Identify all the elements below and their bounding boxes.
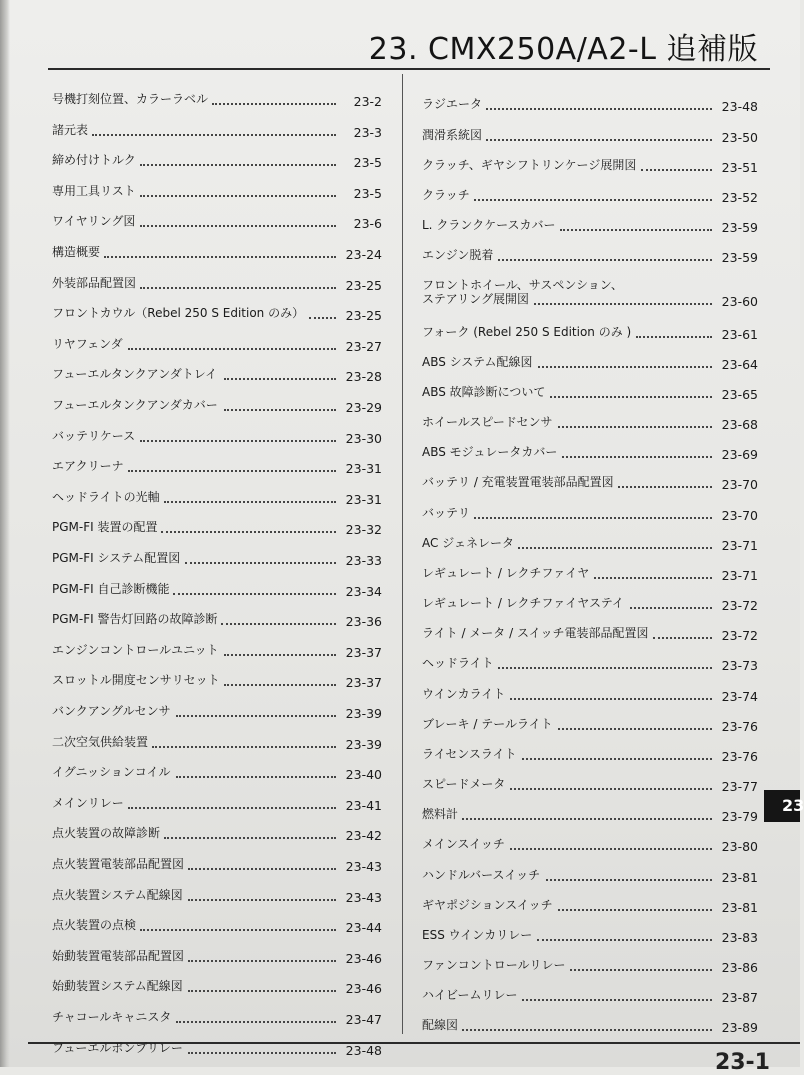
toc-entry-label-continued: ステアリング展開図 xyxy=(422,292,530,306)
leader-dots xyxy=(474,517,712,519)
toc-entry-page: 23-79 xyxy=(721,809,758,824)
toc-entry[interactable] xyxy=(52,276,382,293)
toc-entry-page: 23-89 xyxy=(721,1020,758,1035)
toc-entry-page: 23-6 xyxy=(353,216,382,231)
toc-entry[interactable] xyxy=(422,97,758,114)
toc-entry-label: ファンコントロールリレー xyxy=(422,958,566,972)
toc-entry-page: 23-43 xyxy=(345,859,382,874)
toc-entry-label: エンジンコントロールユニット xyxy=(52,643,219,657)
toc-entry[interactable] xyxy=(52,337,382,354)
toc-entry-page: 23-34 xyxy=(345,584,382,599)
toc-entry[interactable] xyxy=(52,888,382,905)
toc-entry[interactable] xyxy=(52,153,382,170)
leader-dots xyxy=(152,746,336,748)
toc-entry[interactable] xyxy=(52,367,382,384)
leader-dots xyxy=(558,426,712,428)
toc-entry-page: 23-25 xyxy=(345,308,382,323)
toc-entry[interactable] xyxy=(52,612,382,629)
toc-entry-page: 23-52 xyxy=(721,189,758,205)
column-divider xyxy=(402,74,403,1034)
toc-entry[interactable] xyxy=(52,429,382,446)
toc-entry-label: 始動装置電装部品配置図 xyxy=(52,949,185,963)
toc-entry[interactable] xyxy=(52,520,382,537)
leader-dots xyxy=(653,637,712,639)
toc-entry-label: スロットル開度センサリセット xyxy=(52,673,220,687)
toc-entry-page: 23-87 xyxy=(721,990,758,1005)
toc-entry-page: 23-59 xyxy=(721,220,758,235)
toc-entry[interactable] xyxy=(52,857,382,874)
toc-entry[interactable] xyxy=(52,582,382,599)
toc-entry-page: 23-5 xyxy=(353,186,382,201)
toc-entry-label: PGM-FI 装置の配置 xyxy=(52,520,158,534)
toc-entry-page: 23-42 xyxy=(345,828,382,843)
leader-dots xyxy=(562,456,712,458)
toc-entry-label: フューエルタンクアンダトレイ xyxy=(52,367,218,381)
leader-dots xyxy=(538,366,712,368)
toc-entry-page: 23-40 xyxy=(345,767,382,782)
toc-entry-label: PGM-FI 警告灯回路の故障診断 xyxy=(52,612,218,626)
toc-entry-page: 23-46 xyxy=(345,981,382,996)
toc-entry-label: ABS モジュレータカバー xyxy=(422,445,558,459)
toc-entry-page: 23-31 xyxy=(345,492,382,507)
leader-dots xyxy=(486,139,712,141)
toc-entry[interactable] xyxy=(52,551,382,568)
toc-entry[interactable] xyxy=(422,626,758,643)
toc-entry-label: リヤフェンダ xyxy=(52,337,123,351)
section-tab[interactable]: 23 xyxy=(764,790,800,822)
toc-entry-page: 23-73 xyxy=(721,658,758,673)
toc-entry-label: フォーク (Rebel 250 S Edition のみ ) xyxy=(422,324,632,339)
toc-entry-page: 23-70 xyxy=(721,507,758,523)
toc-entry[interactable] xyxy=(422,127,758,145)
leader-dots xyxy=(636,336,712,338)
leader-dots xyxy=(462,1029,712,1031)
toc-entry-page: 23-68 xyxy=(721,417,758,432)
toc-entry-page: 23-80 xyxy=(721,839,758,854)
leader-dots xyxy=(522,999,712,1001)
toc-entry[interactable] xyxy=(52,643,382,660)
toc-entry-label: ABS システム配線図 xyxy=(422,354,533,369)
leader-dots xyxy=(641,169,712,171)
toc-entry-label: ヘッドライトの光軸 xyxy=(52,490,160,504)
toc-entry[interactable] xyxy=(52,92,382,109)
toc-entry-label: 点火装置システム配線図 xyxy=(52,888,183,902)
toc-entry-page: 23-43 xyxy=(345,890,382,905)
page-number: 23-1 xyxy=(714,1050,770,1075)
leader-dots xyxy=(104,256,336,258)
leader-dots xyxy=(140,929,336,931)
toc-entry[interactable] xyxy=(52,826,382,843)
toc-entry-page: 23-27 xyxy=(345,339,382,354)
toc-entry-page: 23-2 xyxy=(353,94,382,109)
toc-entry[interactable] xyxy=(422,354,758,372)
toc-entry-page: 23-64 xyxy=(721,356,758,372)
page-title: 23. CMX250A/A2-L 追補版 xyxy=(368,32,758,67)
leader-dots xyxy=(140,287,336,289)
toc-entry-page: 23-48 xyxy=(345,1043,382,1058)
leader-dots xyxy=(309,317,336,319)
toc-entry-label: 締め付けトルク xyxy=(52,153,136,167)
toc-entry-page: 23-44 xyxy=(345,920,382,935)
toc-entry[interactable] xyxy=(422,535,758,553)
leader-dots xyxy=(510,848,712,850)
toc-entry-page: 23-72 xyxy=(721,598,758,613)
toc-entry[interactable] xyxy=(422,867,758,885)
toc-entry[interactable] xyxy=(422,324,758,342)
toc-entry[interactable] xyxy=(422,415,758,432)
toc-entry-page: 23-60 xyxy=(721,294,758,309)
leader-dots xyxy=(185,562,336,564)
toc-entry-label: エンジン脱着 xyxy=(422,248,494,262)
toc-entry-label: メインリレー xyxy=(52,796,124,810)
toc-entry-label: 二次空気供給装置 xyxy=(52,735,149,749)
toc-entry-label: フロントホイール、サスペンション、 xyxy=(422,278,623,292)
toc-entry[interactable] xyxy=(422,656,758,673)
leader-dots xyxy=(161,531,336,533)
toc-entry-label: ホイールスピードセンサ xyxy=(422,415,553,429)
toc-entry-label: ウインカライト xyxy=(422,686,506,701)
leader-dots xyxy=(176,715,336,717)
toc-entry-page: 23-83 xyxy=(721,929,758,945)
toc-entry-page: 23-25 xyxy=(345,278,382,293)
toc-entry-page: 23-51 xyxy=(721,159,758,175)
toc-entry-label: 始動装置システム配線図 xyxy=(52,979,183,993)
toc-entry-page: 23-39 xyxy=(345,737,382,752)
leader-dots xyxy=(188,990,336,992)
toc-entry-label: チャコールキャニスタ xyxy=(52,1010,172,1024)
header-rule xyxy=(48,68,770,70)
toc-entry-page: 23-71 xyxy=(721,537,758,553)
toc-entry[interactable] xyxy=(52,765,382,782)
toc-entry-page: 23-39 xyxy=(345,706,382,721)
toc-entry[interactable] xyxy=(422,897,758,915)
toc-entry[interactable] xyxy=(52,306,382,323)
toc-entry-label: クラッチ xyxy=(422,187,470,202)
toc-entry-page: 23-31 xyxy=(345,461,382,476)
toc-entry-page: 23-30 xyxy=(345,431,382,446)
toc-entry[interactable] xyxy=(52,1010,382,1027)
toc-entry-label: フューエルポンプリレー xyxy=(52,1041,183,1055)
page-binding-shadow xyxy=(0,0,10,1067)
toc-entry-page: 23-81 xyxy=(721,899,758,915)
toc-entry-page: 23-71 xyxy=(721,567,758,583)
toc-entry-label: ESS ウインカリレー xyxy=(422,927,533,942)
toc-entry[interactable] xyxy=(422,777,758,794)
leader-dots xyxy=(537,939,712,941)
toc-entry-page: 23-86 xyxy=(721,960,758,975)
toc-entry-label: PGM-FI システム配置図 xyxy=(52,551,181,565)
leader-dots xyxy=(510,698,712,700)
toc-entry-label: ハンドルバースイッチ xyxy=(422,867,541,882)
toc-entry-label: ワイヤリング図 xyxy=(52,214,136,228)
toc-entry[interactable] xyxy=(422,187,758,205)
toc-entry-page: 23-37 xyxy=(345,675,382,690)
toc-entry-page: 23-61 xyxy=(721,326,758,342)
toc-entry[interactable] xyxy=(422,157,758,175)
leader-dots xyxy=(128,470,336,472)
toc-entry[interactable] xyxy=(422,746,758,764)
leader-dots xyxy=(560,229,712,231)
toc-entry-label: 点火装置の故障診断 xyxy=(52,826,161,840)
toc-entry-page: 23-5 xyxy=(353,155,382,170)
toc-entry[interactable] xyxy=(422,716,758,734)
toc-entry-page: 23-76 xyxy=(721,718,758,734)
toc-entry[interactable] xyxy=(52,979,382,996)
toc-entry-label: スピードメータ xyxy=(422,777,506,791)
toc-entry[interactable] xyxy=(52,459,382,476)
toc-entry-page: 23-76 xyxy=(721,748,758,764)
toc-entry-page: 23-72 xyxy=(721,628,758,643)
toc-entry-page: 23-41 xyxy=(345,798,382,813)
toc-entry-label: レギュレート / レクチファイヤ xyxy=(422,565,590,580)
toc-entry[interactable] xyxy=(52,796,382,813)
toc-entry[interactable] xyxy=(52,735,382,752)
toc-entry[interactable] xyxy=(52,490,382,507)
leader-dots xyxy=(522,758,712,760)
toc-entry-page: 23-32 xyxy=(345,522,382,537)
toc-entry-label: 外装部品配置図 xyxy=(52,276,137,290)
toc-entry[interactable] xyxy=(422,686,758,704)
toc-entry-label: 諸元表 xyxy=(52,123,89,137)
toc-entry[interactable] xyxy=(52,214,382,231)
toc-entry[interactable] xyxy=(52,1041,382,1058)
toc-entry[interactable] xyxy=(422,988,758,1005)
toc-entry-label: 点火装置の点検 xyxy=(52,918,137,932)
toc-entry-label: 潤滑系統図 xyxy=(422,127,483,142)
toc-entry-label: L. クランクケースカバー xyxy=(422,218,556,232)
toc-entry-page: 23-59 xyxy=(721,250,758,265)
toc-entry-label: AC ジェネレータ xyxy=(422,535,514,550)
toc-entry-label: ラジエータ xyxy=(422,97,483,111)
leader-dots xyxy=(173,593,336,595)
toc-entry-page: 23-81 xyxy=(721,869,758,885)
leader-dots xyxy=(176,776,336,778)
toc-entry-label: 点火装置電装部品配置図 xyxy=(52,857,185,871)
leader-dots xyxy=(570,969,712,971)
toc-entry-label: レギュレート / レクチファイヤステイ xyxy=(422,596,624,610)
leader-dots xyxy=(518,547,712,549)
leader-dots xyxy=(164,837,336,839)
toc-entry-label: バンクアングルセンサ xyxy=(52,704,171,718)
toc-entry[interactable] xyxy=(52,949,382,966)
toc-entry-label: イグニッションコイル xyxy=(52,765,171,779)
leader-dots xyxy=(462,818,712,820)
toc-entry[interactable] xyxy=(52,245,382,262)
toc-entry[interactable] xyxy=(422,837,758,854)
leader-dots xyxy=(128,807,336,809)
leader-dots xyxy=(188,899,336,901)
leader-dots xyxy=(558,728,712,730)
leader-dots xyxy=(221,623,336,625)
toc-entry[interactable] xyxy=(52,398,382,415)
toc-entry[interactable] xyxy=(422,565,758,583)
toc-entry-label: バッテリ / 充電装置電装部品配置図 xyxy=(422,475,614,489)
leader-dots xyxy=(212,103,336,105)
leader-dots xyxy=(140,195,336,197)
leader-dots xyxy=(534,303,712,305)
toc-entry[interactable] xyxy=(422,384,758,402)
toc-entry-page: 23-69 xyxy=(721,447,758,462)
toc-entry-label: バッテリ xyxy=(422,505,471,520)
toc-entry[interactable] xyxy=(52,704,382,721)
toc-entry-page: 23-37 xyxy=(345,645,382,660)
leader-dots xyxy=(618,486,712,488)
toc-entry-page: 23-46 xyxy=(345,951,382,966)
toc-entry[interactable] xyxy=(52,123,382,140)
leader-dots xyxy=(92,134,336,136)
leader-dots xyxy=(188,960,336,962)
toc-entry[interactable] xyxy=(422,475,758,492)
toc-entry-page: 23-70 xyxy=(721,477,758,492)
leader-dots xyxy=(140,164,336,166)
toc-entry-label: ブレーキ / テールライト xyxy=(422,716,553,731)
leader-dots xyxy=(558,909,712,911)
toc-entry[interactable] xyxy=(422,927,758,945)
toc-entry[interactable] xyxy=(422,278,758,309)
leader-dots xyxy=(188,1052,336,1054)
toc-entry[interactable] xyxy=(422,218,758,235)
leader-dots xyxy=(474,199,712,201)
toc-entry-label: メインスイッチ xyxy=(422,837,505,851)
toc-entry[interactable] xyxy=(52,918,382,935)
toc-entry-label: エアクリーナ xyxy=(52,459,124,473)
toc-entry-label: 専用工具リスト xyxy=(52,184,136,198)
toc-entry-label: クラッチ、ギヤシフトリンケージ展開図 xyxy=(422,157,637,172)
toc-entry-page: 23-47 xyxy=(345,1012,382,1027)
leader-dots xyxy=(140,225,336,227)
toc-entry-page: 23-74 xyxy=(721,688,758,704)
toc-entry[interactable] xyxy=(52,673,382,690)
leader-dots xyxy=(594,577,712,579)
leader-dots xyxy=(630,607,712,609)
toc-entry-label: ライセンスライト xyxy=(422,746,517,761)
leader-dots xyxy=(550,396,712,398)
leader-dots xyxy=(176,1021,336,1023)
toc-entry[interactable] xyxy=(422,248,758,265)
toc-entry-page: 23-28 xyxy=(345,369,382,384)
toc-entry-label: 燃料計 xyxy=(422,807,459,821)
toc-entry-page: 23-65 xyxy=(721,386,758,402)
toc-entry-label: ヘッドライト xyxy=(422,656,494,670)
toc-entry[interactable] xyxy=(422,1018,758,1035)
leader-dots xyxy=(140,440,336,442)
toc-entry-label: ABS 故障診断について xyxy=(422,384,546,399)
toc-entry[interactable] xyxy=(422,596,758,613)
toc-entry-label: 構造概要 xyxy=(52,245,101,259)
toc-entry-label: バッテリケース xyxy=(52,429,136,443)
toc-entry-page: 23-77 xyxy=(721,779,758,794)
toc-entry-label: ギヤポジションスイッチ xyxy=(422,897,553,912)
toc-entry-label: ライト / メータ / スイッチ電装部品配置図 xyxy=(422,626,649,640)
toc-entry-page: 23-36 xyxy=(345,614,382,629)
toc-entry-page: 23-24 xyxy=(345,247,382,262)
toc-entry-label: フロントカウル（Rebel 250 S Edition のみ） xyxy=(52,306,305,320)
toc-entry-label: ハイビームリレー xyxy=(422,988,518,1002)
toc-entry-label: PGM-FI 自己診断機能 xyxy=(52,582,170,596)
leader-dots xyxy=(224,409,336,411)
leader-dots xyxy=(498,259,712,261)
leader-dots xyxy=(498,667,712,669)
leader-dots xyxy=(224,378,336,380)
toc-entry-page: 23-50 xyxy=(721,129,758,145)
leader-dots xyxy=(486,108,712,110)
toc-entry-page: 23-48 xyxy=(721,99,758,114)
leader-dots xyxy=(546,879,712,881)
leader-dots xyxy=(224,654,336,656)
toc-entry-label: 配線図 xyxy=(422,1018,459,1032)
leader-dots xyxy=(510,788,712,790)
leader-dots xyxy=(128,348,336,350)
toc-entry[interactable] xyxy=(422,445,758,462)
toc-entry[interactable] xyxy=(422,505,758,523)
toc-entry[interactable] xyxy=(422,807,758,824)
toc-entry[interactable] xyxy=(422,958,758,975)
toc-entry-label: フューエルタンクアンダカバー xyxy=(52,398,218,412)
toc-entry-page: 23-3 xyxy=(353,125,382,140)
leader-dots xyxy=(188,868,336,870)
toc-entry-page: 23-29 xyxy=(345,400,382,415)
toc-entry-label: 号機打刻位置、カラーラベル xyxy=(52,92,209,106)
toc-entry[interactable] xyxy=(52,184,382,201)
leader-dots xyxy=(164,501,336,503)
leader-dots xyxy=(224,684,336,686)
toc-entry-page: 23-33 xyxy=(345,553,382,568)
